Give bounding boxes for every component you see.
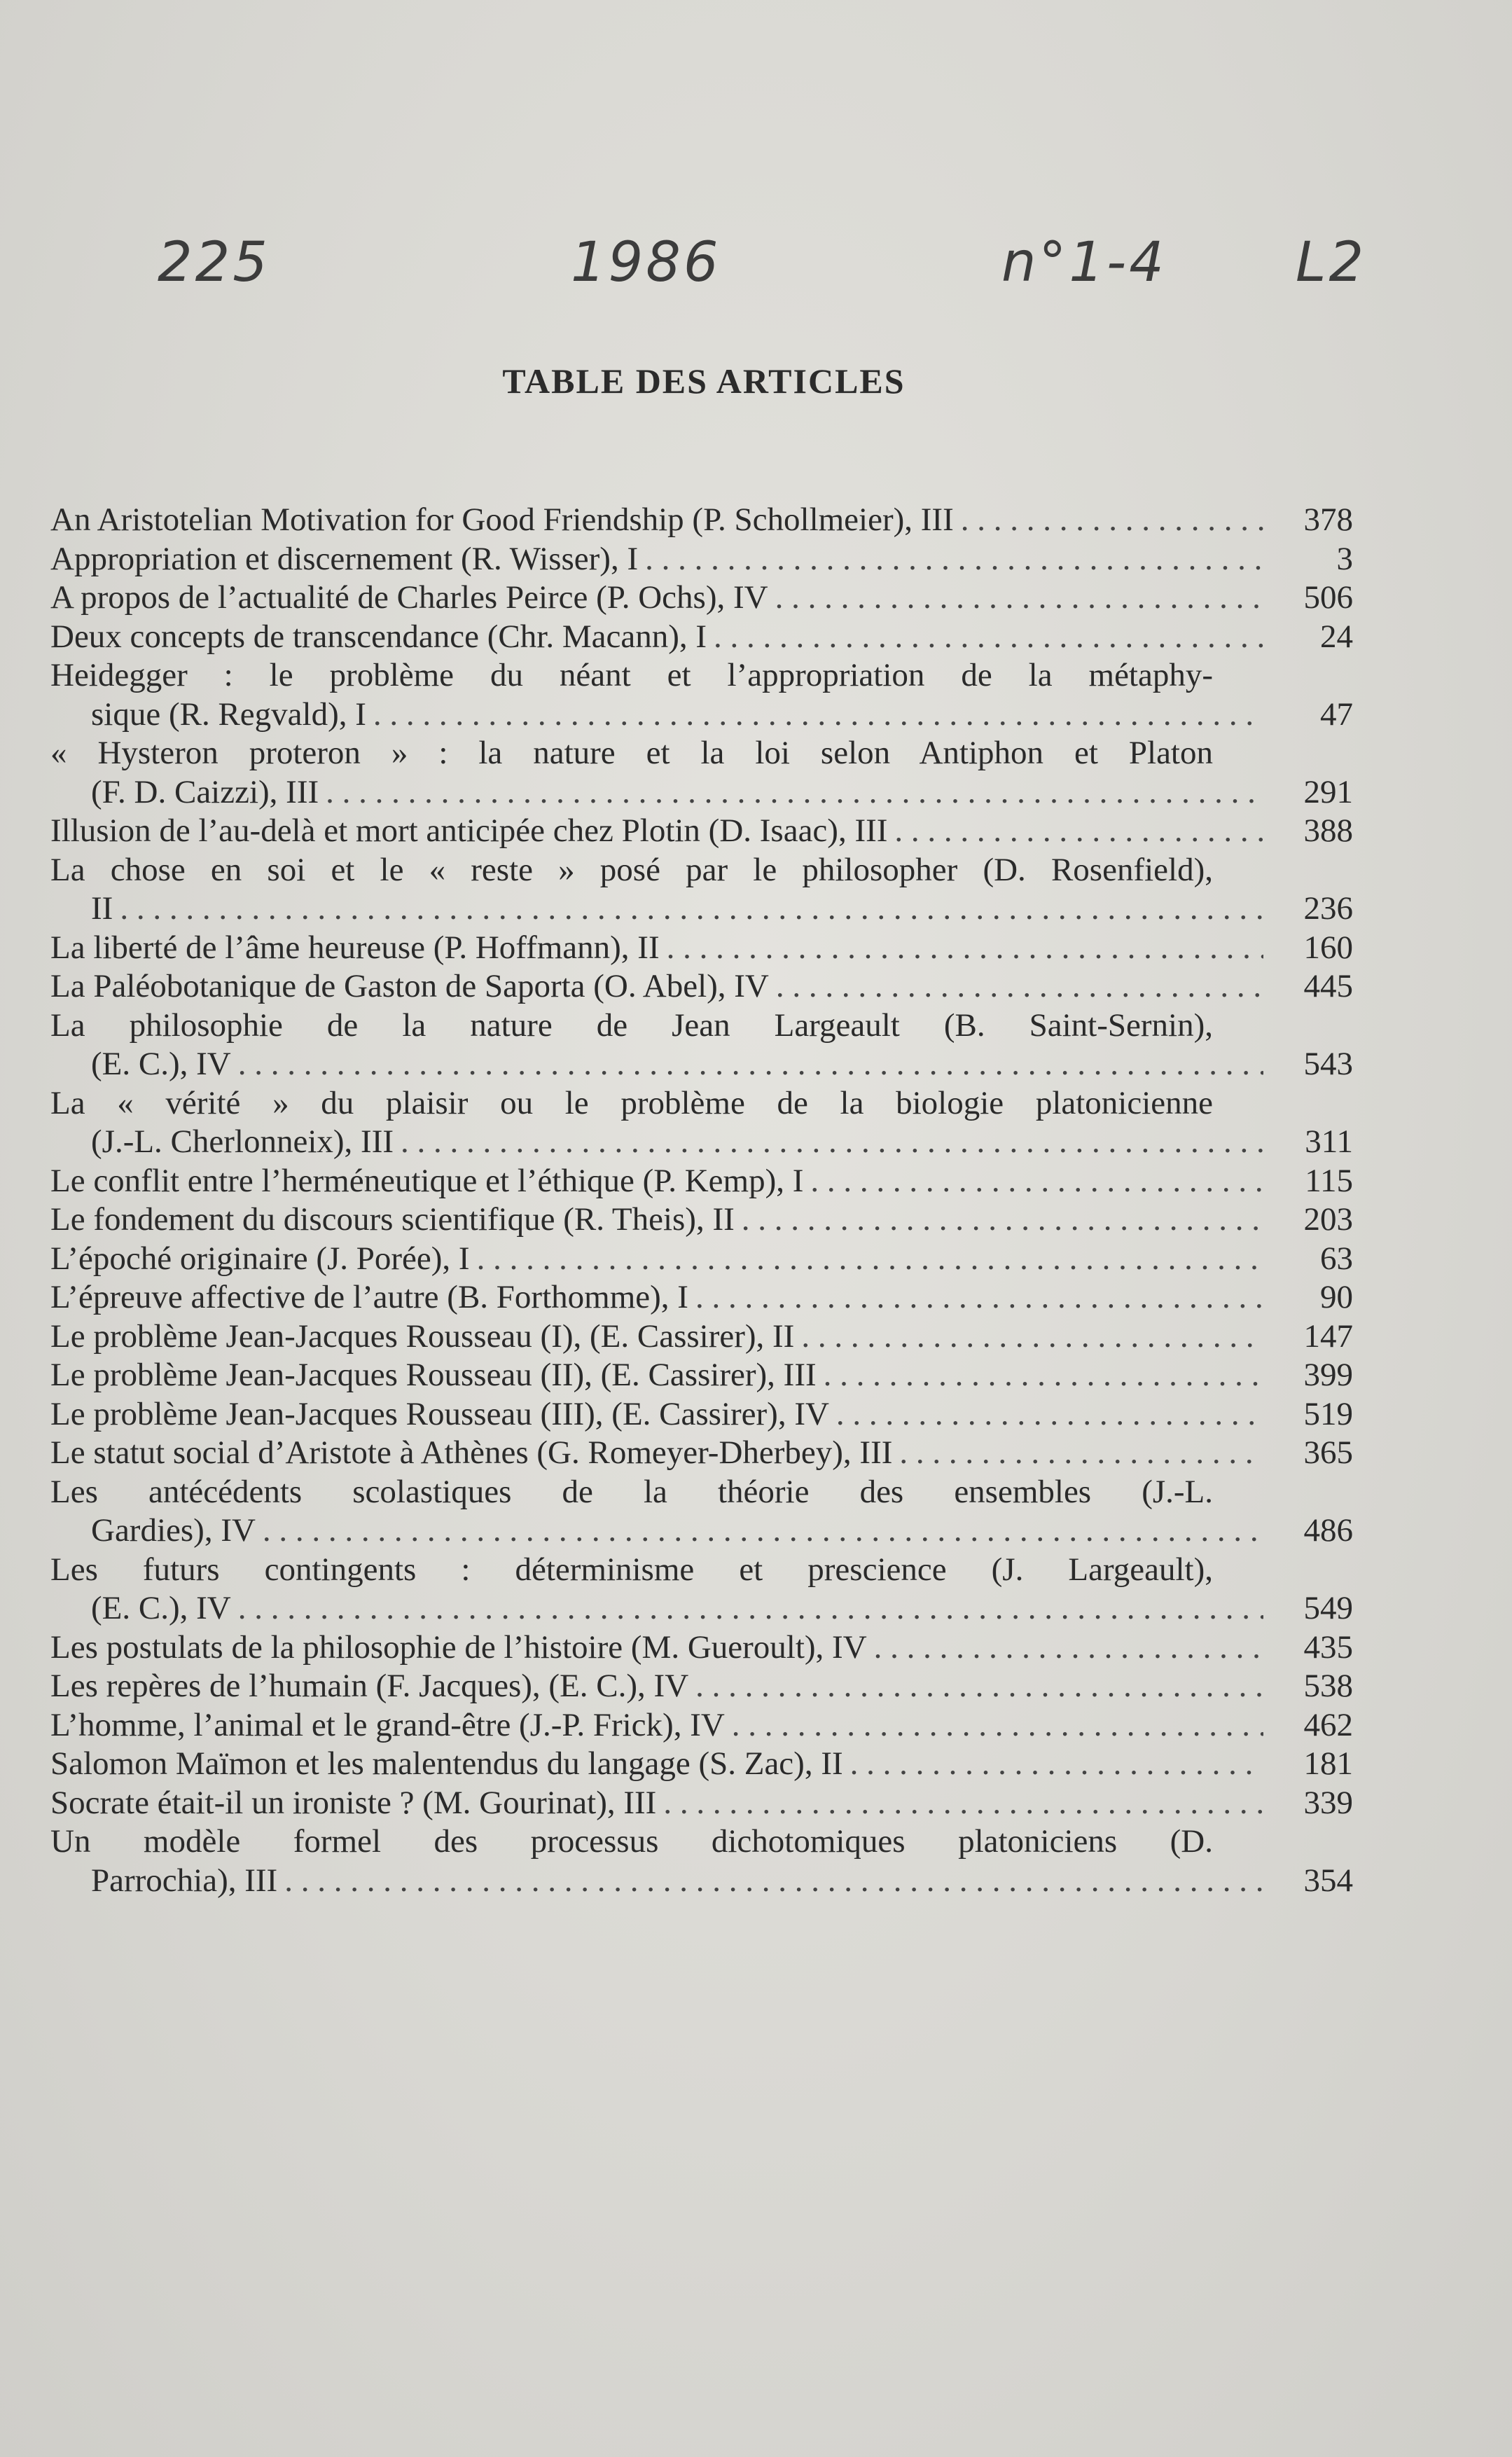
toc-entry-title-line: La philosophie de la nature de Jean Largeault (B. Saint-Sernin), xyxy=(50,1006,1213,1044)
toc-page-number: 3 xyxy=(1336,540,1353,577)
toc-entry xyxy=(50,812,1353,851)
dot-leader xyxy=(874,1628,1263,1668)
dot-leader xyxy=(824,1356,1263,1395)
dot-leader xyxy=(120,890,1263,929)
toc-entry-title: Gardies), IV xyxy=(91,1512,256,1549)
dot-leader xyxy=(695,1278,1263,1317)
dot-leader xyxy=(775,579,1263,618)
toc-entry-title: Le fondement du discours scientifique (R. Theis), II xyxy=(50,1201,735,1238)
dot-leader xyxy=(894,812,1263,851)
toc-entry xyxy=(50,579,1353,618)
toc-entry xyxy=(50,1200,1353,1240)
toc-page-number: 388 xyxy=(1303,812,1353,849)
toc-entry-title: Salomon Maïmon et les malentendus du langage (S. Zac), II xyxy=(50,1745,843,1782)
toc-entry xyxy=(50,1628,1353,1668)
toc-entry-title: (E. C.), IV xyxy=(91,1590,231,1626)
toc-entry-title: (E. C.), IV xyxy=(91,1046,231,1082)
toc-entry xyxy=(50,851,1353,929)
dot-leader xyxy=(238,1045,1263,1084)
toc-entry xyxy=(50,1006,1353,1084)
toc-entry xyxy=(50,656,1353,734)
dot-leader xyxy=(373,695,1263,735)
toc-entry-title: Le statut social d’Aristote à Athènes (G. Romeyer-Dherbey), III xyxy=(50,1434,893,1471)
toc-entry-title: L’époché originaire (J. Porée), I xyxy=(50,1240,470,1277)
toc-page-number: 506 xyxy=(1303,579,1353,616)
toc-entry-title-line: Heidegger : le problème du néant et l’appropriation de la métaphy- xyxy=(50,657,1213,693)
toc-page-number: 291 xyxy=(1303,773,1353,810)
toc-entry-title: La Paléobotanique de Gaston de Saporta (O. Abel), IV xyxy=(50,968,769,1004)
toc-page-number: 538 xyxy=(1303,1668,1353,1704)
dot-leader xyxy=(732,1706,1263,1745)
toc-entry-title: sique (R. Regvald), I xyxy=(91,695,366,733)
toc-entry-title-line: Un modèle formel des processus dichotomiques platoniciens (D. xyxy=(50,1823,1213,1860)
toc-entry xyxy=(50,1162,1353,1201)
toc-page-number: 339 xyxy=(1303,1784,1353,1821)
toc-entry-title: Deux concepts de transcendance (Chr. Macann), I xyxy=(50,618,707,655)
dot-leader xyxy=(238,1589,1263,1628)
toc-entry-title: Les repères de l’humain (F. Jacques), (E. C.), IV xyxy=(50,1668,689,1704)
toc-entry-title-line: Les antécédents scolastiques de la théorie des ensembles (J.-L. xyxy=(50,1473,1213,1510)
toc-page-number: 47 xyxy=(1320,695,1353,733)
toc-entry xyxy=(50,1822,1353,1900)
toc-entry xyxy=(50,1706,1353,1745)
toc-entry xyxy=(50,1240,1353,1279)
handwritten-note-issues: n°1-4 xyxy=(1001,231,1167,294)
toc-entry-title: A propos de l’actualité de Charles Peirce (P. Ochs), IV xyxy=(50,579,768,616)
toc-entry xyxy=(50,1551,1353,1628)
toc-entry-title: La liberté de l’âme heureuse (P. Hoffmann), II xyxy=(50,929,660,966)
toc-entry-title: Le problème Jean-Jacques Rousseau (I), (E. Cassirer), II xyxy=(50,1317,795,1355)
toc-page-number: 549 xyxy=(1303,1590,1353,1626)
toc-entry xyxy=(50,501,1353,540)
dot-leader xyxy=(645,540,1263,579)
toc-page-number: 378 xyxy=(1303,501,1353,538)
toc-entry xyxy=(50,1356,1353,1395)
toc-entry-title: Illusion de l’au-delà et mort anticipée chez Plotin (D. Isaac), III xyxy=(50,812,888,849)
toc-page-number: 354 xyxy=(1303,1862,1353,1899)
toc-entry-title: Le conflit entre l’herméneutique et l’éthique (P. Kemp), I xyxy=(50,1162,804,1199)
toc-entry xyxy=(50,1084,1353,1162)
toc-page-number: 90 xyxy=(1320,1279,1353,1315)
toc-page-number: 160 xyxy=(1303,929,1353,966)
toc-page-number: 399 xyxy=(1303,1357,1353,1393)
dot-leader xyxy=(810,1162,1263,1201)
toc-entry xyxy=(50,734,1353,812)
handwritten-note-code: L2 xyxy=(1296,231,1367,294)
toc-entry xyxy=(50,1278,1353,1317)
dot-leader xyxy=(477,1240,1263,1279)
toc-page-number: 24 xyxy=(1320,618,1353,655)
toc-entry-title-line: « Hysteron proteron » : la nature et la loi selon Antiphon et Platon xyxy=(50,735,1213,771)
toc-entry-title: L’épreuve affective de l’autre (B. Forthomme), I xyxy=(50,1279,688,1315)
toc-entry xyxy=(50,1473,1353,1551)
dot-leader xyxy=(263,1511,1263,1551)
toc-entry-title: Le problème Jean-Jacques Rousseau (III), (E. Cassirer), IV xyxy=(50,1395,829,1432)
toc-entry xyxy=(50,1667,1353,1706)
toc-entry xyxy=(50,540,1353,579)
dot-leader xyxy=(836,1395,1263,1434)
toc-page-number: 236 xyxy=(1303,890,1353,927)
toc-page-number: 486 xyxy=(1303,1512,1353,1549)
toc-page-number: 311 xyxy=(1305,1123,1353,1160)
dot-leader xyxy=(776,967,1263,1006)
toc-entry-title-line: La « vérité » du plaisir ou le problème de la biologie platonicienne xyxy=(50,1084,1213,1121)
toc-entry-title-line: Les futurs contingents : déterminisme et prescience (J. Largeault), xyxy=(50,1551,1213,1588)
toc-page-number: 181 xyxy=(1303,1745,1353,1782)
toc-entry xyxy=(50,1745,1353,1784)
dot-leader xyxy=(663,1784,1263,1823)
dot-leader xyxy=(284,1862,1263,1901)
handwritten-note-1: 225 xyxy=(158,231,270,294)
toc-entry-title: Les postulats de la philosophie de l’histoire (M. Gueroult), IV xyxy=(50,1628,867,1666)
toc-entry-title-line: La chose en soi et le « reste » posé par le philosopher (D. Rosenfield), xyxy=(50,851,1213,888)
toc-entry xyxy=(50,967,1353,1006)
page-title: TABLE DES ARTICLES xyxy=(502,361,906,401)
dot-leader xyxy=(899,1434,1263,1473)
toc-entry xyxy=(50,1784,1353,1823)
toc-entry-title: Appropriation et discernement (R. Wisser), I xyxy=(50,540,639,577)
toc-entry-title: II xyxy=(91,890,113,927)
dot-leader xyxy=(742,1200,1263,1240)
dot-leader xyxy=(961,501,1263,540)
toc-entry-title: L’homme, l’animal et le grand-être (J.-P. Frick), IV xyxy=(50,1706,725,1743)
toc-page-number: 365 xyxy=(1303,1434,1353,1471)
toc-page-number: 63 xyxy=(1320,1240,1353,1277)
dot-leader xyxy=(695,1667,1263,1706)
toc-entry-title: Parrochia), III xyxy=(91,1862,278,1899)
table-of-contents xyxy=(50,501,1353,1900)
toc-page-number: 445 xyxy=(1303,968,1353,1004)
dot-leader xyxy=(801,1317,1263,1357)
toc-entry xyxy=(50,618,1353,657)
dot-leader xyxy=(667,929,1263,968)
toc-entry-title: Le problème Jean-Jacques Rousseau (II), (E. Cassirer), III xyxy=(50,1357,817,1393)
toc-entry-title: An Aristotelian Motivation for Good Friendship (P. Schollmeier), III xyxy=(50,501,954,538)
dot-leader xyxy=(850,1745,1263,1784)
toc-page-number: 147 xyxy=(1303,1317,1353,1355)
toc-page-number: 543 xyxy=(1303,1046,1353,1082)
toc-entry-title: (J.-L. Cherlonneix), III xyxy=(91,1123,394,1160)
toc-entry xyxy=(50,929,1353,968)
toc-entry-title: Socrate était-il un ironiste ? (M. Gourinat), III xyxy=(50,1784,657,1821)
toc-page-number: 462 xyxy=(1303,1706,1353,1743)
dot-leader xyxy=(326,773,1263,812)
toc-page-number: 203 xyxy=(1303,1201,1353,1238)
toc-entry xyxy=(50,1434,1353,1473)
toc-page-number: 519 xyxy=(1303,1395,1353,1432)
handwritten-note-year: 1986 xyxy=(571,231,721,294)
toc-entry xyxy=(50,1395,1353,1434)
dot-leader xyxy=(401,1123,1263,1162)
toc-entry xyxy=(50,1317,1353,1357)
toc-entry-title: (F. D. Caizzi), III xyxy=(91,773,319,810)
dot-leader xyxy=(714,618,1263,657)
toc-page-number: 115 xyxy=(1305,1162,1353,1199)
toc-page-number: 435 xyxy=(1303,1628,1353,1666)
